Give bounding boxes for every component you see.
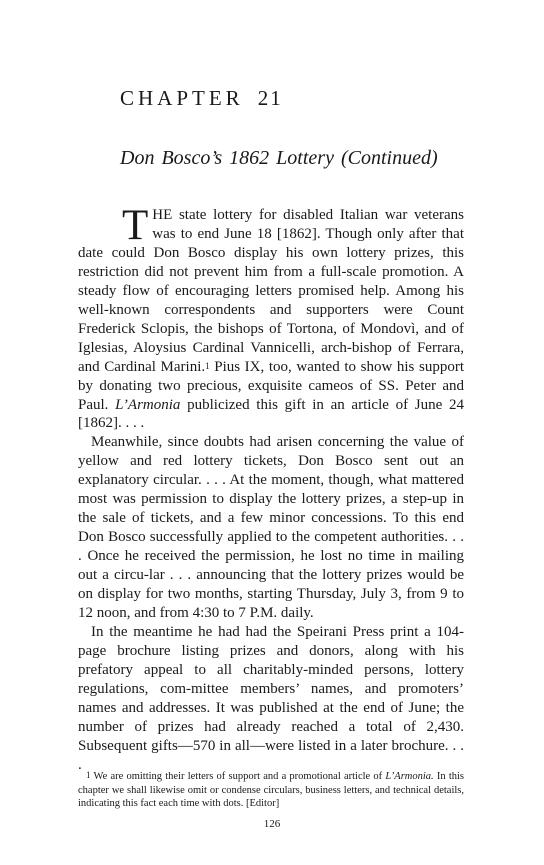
- chapter-title: Don Bosco’s 1862 Lottery (Continued): [120, 147, 438, 169]
- footnote-newspaper-name: L’Armonia.: [385, 771, 434, 782]
- footnote: [78, 770, 464, 811]
- newspaper-name: L’Armonia: [115, 396, 181, 413]
- paragraph-1-text-c: publicized this gift in an article of June 24 [1862]. . . .: [78, 396, 464, 432]
- paragraph-1: [78, 202, 464, 433]
- chapter-heading: [120, 86, 283, 111]
- body-text: [78, 202, 464, 775]
- page-number: 126: [263, 818, 281, 830]
- chapter-label: CHAPTER: [120, 86, 244, 110]
- paragraph-1-text-a: HE state lottery for disabled Italian war veterans was to end June 18 [1862]. Though only after that date could Don Bosco display his own lottery prizes, this restriction did not prevent him from a full-scale promotion. A steady flow of encouraging letters promised help. Among his well-known correspondents and supporters were Count Frederick Sclopis, the bishops of Tortona, of Mondovì, and of Iglesias, Aloysius Cardinal Vannicelli, arch-bishop of Ferrara, and Cardinal Marini.: [78, 207, 464, 375]
- paragraph-1-text-b: Pius IX, too, wanted to show his support by donating two precious, exquisite cameos of SS. Peter and Paul.: [78, 358, 464, 413]
- paragraph-2: Meanwhile, since doubts had arisen concerning the value of yellow and red lottery tickets, Don Bosco sent out an explanatory circular. . . . At the moment, though, what mattered most was permission to display the lottery prizes, a step-up in the sale of tickets, and a few minor concessions. To this end Don Bosco successfully applied to the competent authorities. . . . Once he received the permission, he lost no time in mailing out a circu-lar . . . announcing that the lottery prizes would be on display for two months, starting Thursday, July 3, from 9 to 12 noon, and from 4:30 to 7 P.M. daily.: [78, 434, 464, 622]
- footnote-text-a: We are omitting their letters of support and a promotional article of: [90, 771, 386, 782]
- footnote-text-b: In this chapter we shall likewise omit or condense circulars, business letters, and technical details, indicating this fact each time with dots. [Editor]: [78, 771, 464, 809]
- paragraph-3: In the meantime he had had the Speirani Press print a 104-page brochure listing prizes and donors, along with his prefatory appeal to all charitably-minded persons, lottery regulations, com-mittee members’ names, and promoters’ names and addresses. It was published at the end of June; the number of prizes had already reached a total of 2,430. Subsequent gifts—570 in all—were listed in a later brochure. . . .: [78, 623, 464, 773]
- footnote-marker: 1: [86, 770, 91, 780]
- chapter-number: 21: [257, 86, 283, 110]
- drop-cap: T: [122, 202, 149, 249]
- footnote-reference: 1: [205, 360, 210, 371]
